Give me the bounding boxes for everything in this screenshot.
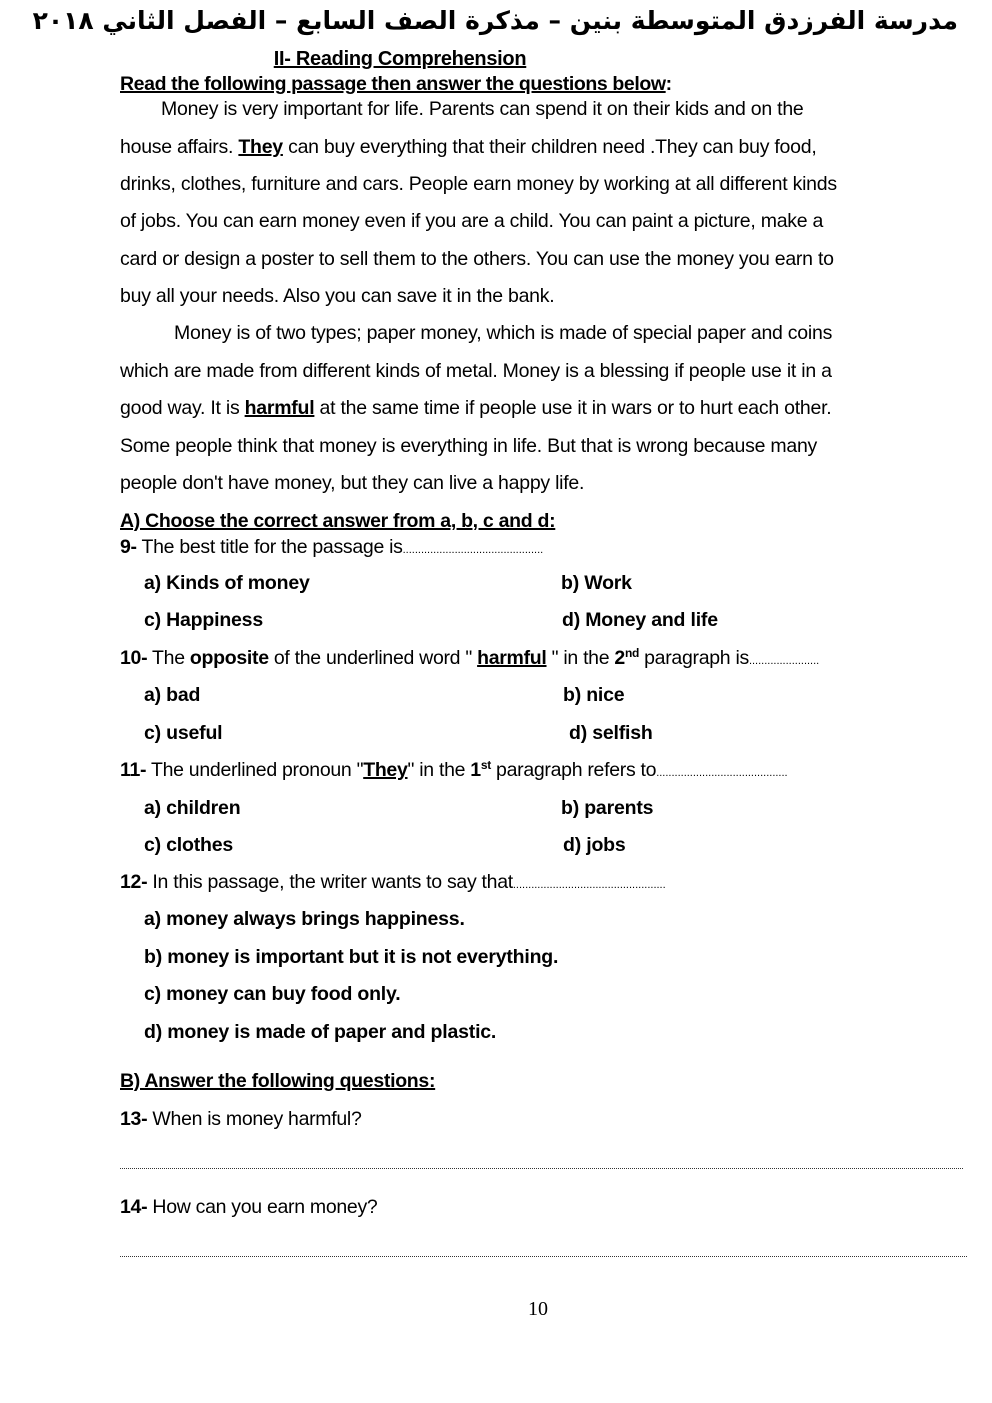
option-9c[interactable]: c) Happiness: [144, 609, 263, 631]
option-11b[interactable]: b) parents: [561, 797, 654, 819]
question-text: " in the: [546, 647, 615, 669]
instructions-text: Read the following passage then answer the questions below: [120, 73, 666, 95]
question-number: 11-: [120, 759, 147, 781]
question-13: [120, 1108, 362, 1131]
instructions-colon: :: [665, 73, 672, 95]
page-number: 10: [528, 1298, 548, 1320]
question-text: How can you earn money?: [147, 1196, 378, 1218]
question-10: [120, 647, 819, 670]
option-12d[interactable]: d) money is made of paper and plastic.: [144, 1021, 497, 1043]
passage-text: house affairs.: [120, 136, 239, 158]
question-14: [120, 1196, 377, 1219]
passage-p1-line: card or design a poster to sell them to the others. You can use the money you earn to: [120, 248, 834, 270]
question-9: [120, 536, 543, 559]
option-11a[interactable]: a) children: [144, 797, 241, 819]
passage-text: can buy everything that their children need .They can buy food,: [282, 136, 817, 158]
question-number: 13-: [120, 1108, 148, 1130]
question-number: 9-: [120, 536, 137, 558]
option-9d[interactable]: d) Money and life: [562, 609, 718, 631]
answer-blank[interactable]: ...........................................: [656, 767, 788, 779]
answer-blank[interactable]: ..............................................: [402, 544, 544, 556]
ordinal-suffix: nd: [624, 646, 640, 660]
option-9a[interactable]: a) Kinds of money: [144, 572, 310, 594]
passage-p2-line: Money is of two types; paper money, which is made of special paper and coins: [174, 322, 833, 344]
question-text: paragraph is: [639, 647, 749, 669]
question-12: [120, 871, 666, 894]
passage-p1-line: [120, 136, 817, 159]
passage-p2-line: which are made from different kinds of metal. Money is a blessing if people use it in a: [120, 360, 832, 382]
underlined-word-harmful: harmful: [244, 397, 315, 419]
option-12c[interactable]: c) money can buy food only.: [144, 983, 401, 1005]
ordinal-number: 1: [470, 759, 481, 781]
section-title: II- Reading Comprehension: [273, 48, 527, 70]
passage-p2-line: [120, 397, 831, 420]
question-text: paragraph refers to: [490, 759, 657, 781]
passage-p1-line: Money is very important for life. Parents can spend it on their kids and on the: [161, 98, 804, 120]
passage-p1-line: of jobs. You can earn money even if you are a child. You can paint a picture, make a: [120, 210, 824, 232]
passage-text: good way. It is: [120, 397, 245, 419]
section-a-heading: A) Choose the correct answer from a, b, c and d:: [120, 510, 556, 532]
instructions: [120, 73, 672, 96]
school-header-arabic: مدرسة الفرزدق المتوسطة بنين – مذكرة الصف السابع – الفصل الثاني ٢٠١٨: [32, 6, 958, 35]
underlined-word-they: They: [363, 759, 408, 781]
question-text: " in the: [407, 759, 471, 781]
underlined-word-they: They: [238, 136, 283, 158]
passage-p2-line: people don't have money, but they can live a happy life.: [120, 472, 585, 494]
option-12a[interactable]: a) money always brings happiness.: [144, 908, 465, 930]
question-number: 12-: [120, 871, 148, 893]
question-text: The underlined pronoun ": [146, 759, 364, 781]
question-number: 10-: [120, 647, 148, 669]
option-12b[interactable]: b) money is important but it is not everything.: [144, 946, 559, 968]
ordinal-number: 2: [614, 647, 625, 669]
passage-p1-line: drinks, clothes, furniture and cars. People earn money by working at all different kinds: [120, 173, 837, 195]
option-10a[interactable]: a) bad: [144, 684, 201, 706]
ordinal-suffix: st: [480, 758, 491, 772]
passage-text: at the same time if people use it in wars or to hurt each other.: [314, 397, 832, 419]
passage-p2-line: Some people think that money is everything in life. But that is wrong because many: [120, 435, 818, 457]
option-10d[interactable]: d) selfish: [569, 722, 653, 744]
passage-p1-line: buy all your needs. Also you can save it in the bank.: [120, 285, 555, 307]
answer-line-13[interactable]: [120, 1168, 963, 1169]
answer-blank[interactable]: .......................: [748, 655, 820, 667]
question-11: [120, 759, 788, 782]
question-text: The best title for the passage is: [136, 536, 403, 558]
question-text: In this passage, the writer wants to say that: [147, 871, 513, 893]
question-number: 14-: [120, 1196, 148, 1218]
bold-word-opposite: opposite: [189, 647, 269, 669]
question-text: When is money harmful?: [147, 1108, 362, 1130]
answer-blank[interactable]: ..................................................: [512, 879, 666, 891]
option-10b[interactable]: b) nice: [563, 684, 625, 706]
section-b-heading: B) Answer the following questions:: [120, 1070, 436, 1092]
question-text: of the underlined word ": [268, 647, 478, 669]
option-10c[interactable]: c) useful: [144, 722, 223, 744]
option-11c[interactable]: c) clothes: [144, 834, 234, 856]
option-11d[interactable]: d) jobs: [563, 834, 626, 856]
option-9b[interactable]: b) Work: [561, 572, 632, 594]
answer-line-14[interactable]: [120, 1256, 967, 1257]
underlined-word-harmful: harmful: [477, 647, 547, 669]
question-text: The: [147, 647, 190, 669]
